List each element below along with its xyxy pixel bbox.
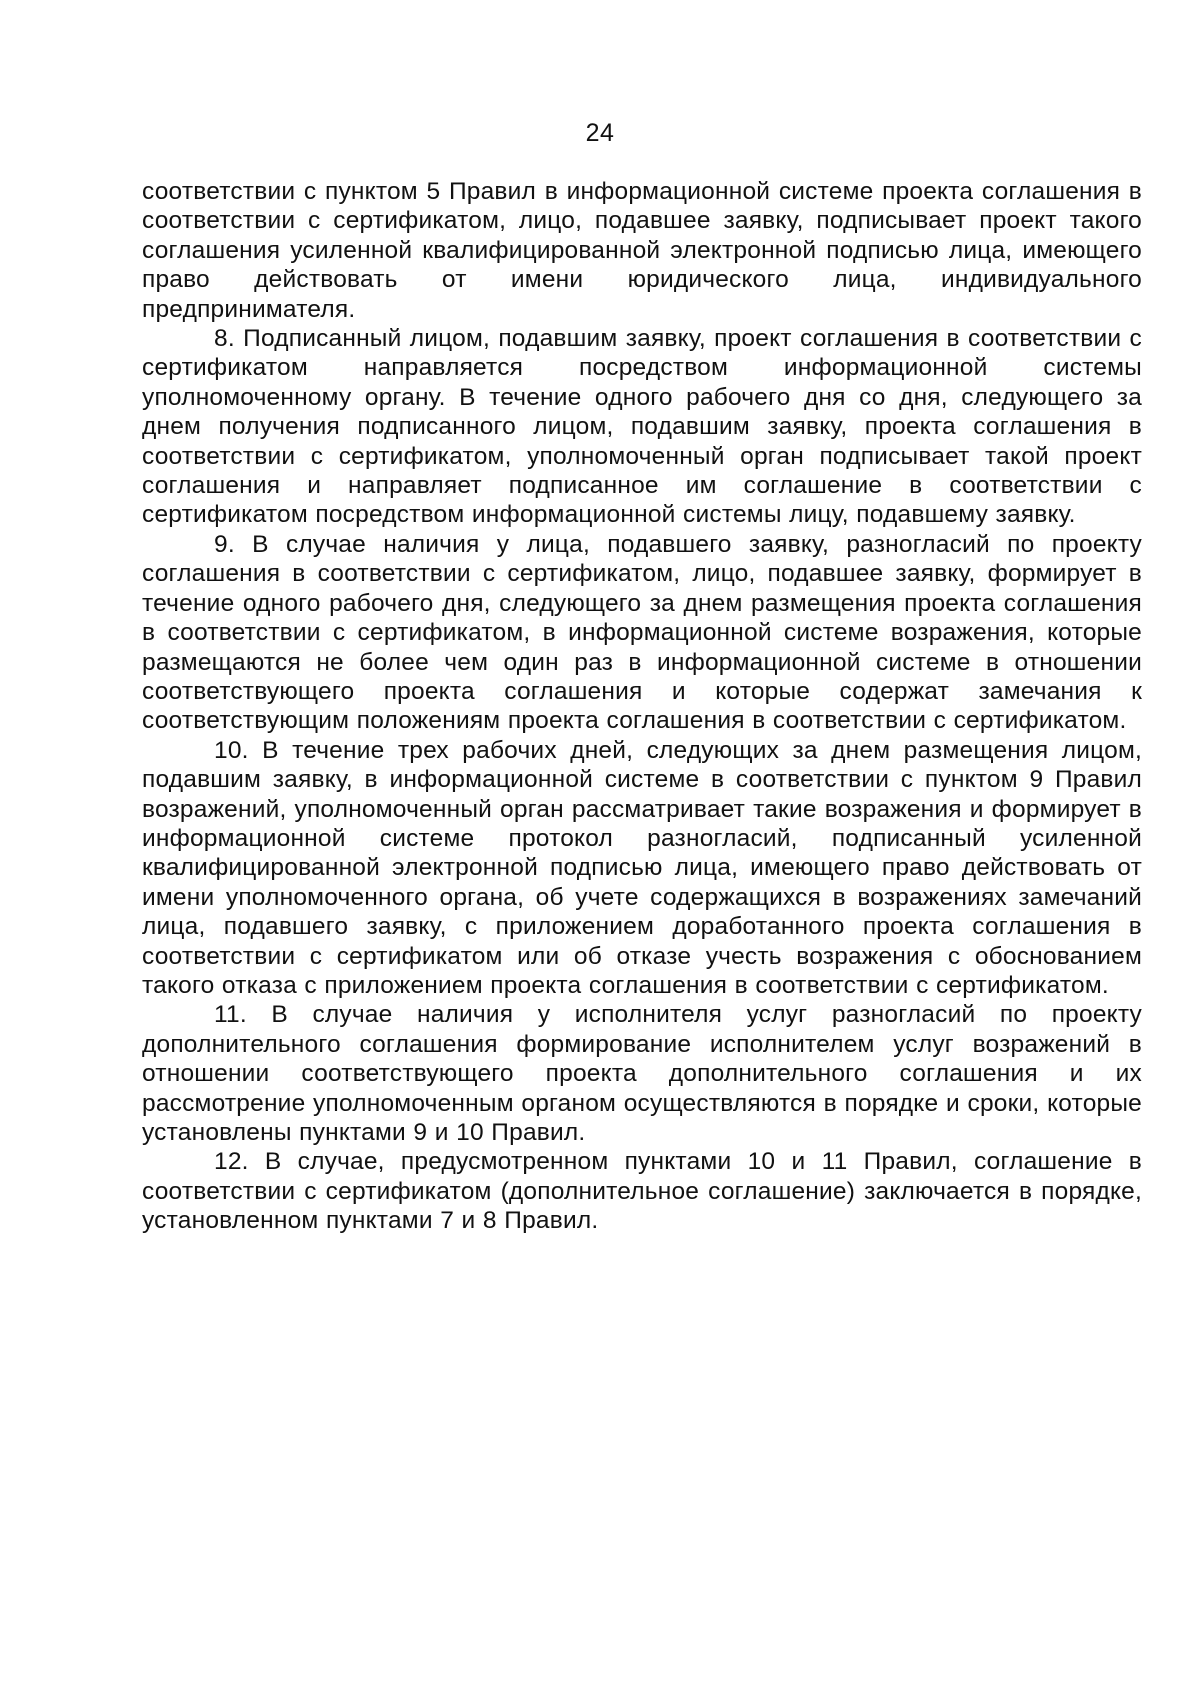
paragraph-item-8: 8. Подписанный лицом, подавшим заявку, проект соглашения в соответствии с сертификатом направляется посредством информационной системы уполномоченному органу. В течение одного рабочего дня со дня, следующего за днем получения подписанного лицом, подавшим заявку, проекта соглашения в соответствии с сертификатом, уполномоченный орган подписывает такой проект соглашения и направляет подписанное им соглашение в соответствии с сертификатом посредством информационной системы лицу, подавшему заявку. xyxy=(142,325,1142,529)
paragraph-item-12: 12. В случае, предусмотренном пунктами 10 и 11 Правил, соглашение в соответствии с сертификатом (дополнительное соглашение) заключается в порядке, установленном пунктами 7 и 8 Правил. xyxy=(142,1148,1142,1235)
paragraph-item-9: 9. В случае наличия у лица, подавшего заявку, разногласий по проекту соглашения в соответствии с сертификатом, лицо, подавшее заявку, формирует в течение одного рабочего дня, следующего за днем размещения проекта соглашения в соответствии с сертификатом, в информационной системе возражения, которые размещаются не более чем один раз в информационной системе в отношении соответствующего проекта соглашения и которые содержат замечания к соответствующим положениям проекта соглашения в соответствии с сертификатом. xyxy=(142,530,1142,735)
paragraph-continuation: соответствии с пунктом 5 Правил в информационной системе проекта соглашения в соответствии с сертификатом, лицо, подавшее заявку, подписывает проект такого соглашения усиленной квалифицированной электронной подписью лица, имеющего право действовать от имени юридического лица, индивидуального предпринимателя. xyxy=(142,178,1142,323)
paragraph-item-11: 11. В случае наличия у исполнителя услуг разногласий по проекту дополнительного соглашения формирование исполнителем услуг возражений в отношении соответствующего проекта дополнительного соглашения и их рассмотрение уполномоченным органом осуществляются в порядке и сроки, которые установлены пунктами 9 и 10 Правил. xyxy=(142,1001,1142,1146)
document-body xyxy=(142,177,1142,1236)
page-number: 24 xyxy=(585,119,615,147)
paragraph-item-10: 10. В течение трех рабочих дней, следующих за днем размещения лицом, подавшим заявку, в информационной системе в соответствии с пунктом 9 Правил возражений, уполномоченный орган рассматривает такие возражения и формирует в информационной системе протокол разногласий, подписанный усиленной квалифицированной электронной подписью лица, имеющего право действовать от имени уполномоченного органа, об учете содержащихся в возражениях замечаний лица, подавшего заявку, с приложением доработанного проекта соглашения в соответствии с сертификатом или об отказе учесть возражения с обоснованием такого отказа с приложением проекта соглашения в соответствии с сертификатом. xyxy=(142,736,1142,999)
